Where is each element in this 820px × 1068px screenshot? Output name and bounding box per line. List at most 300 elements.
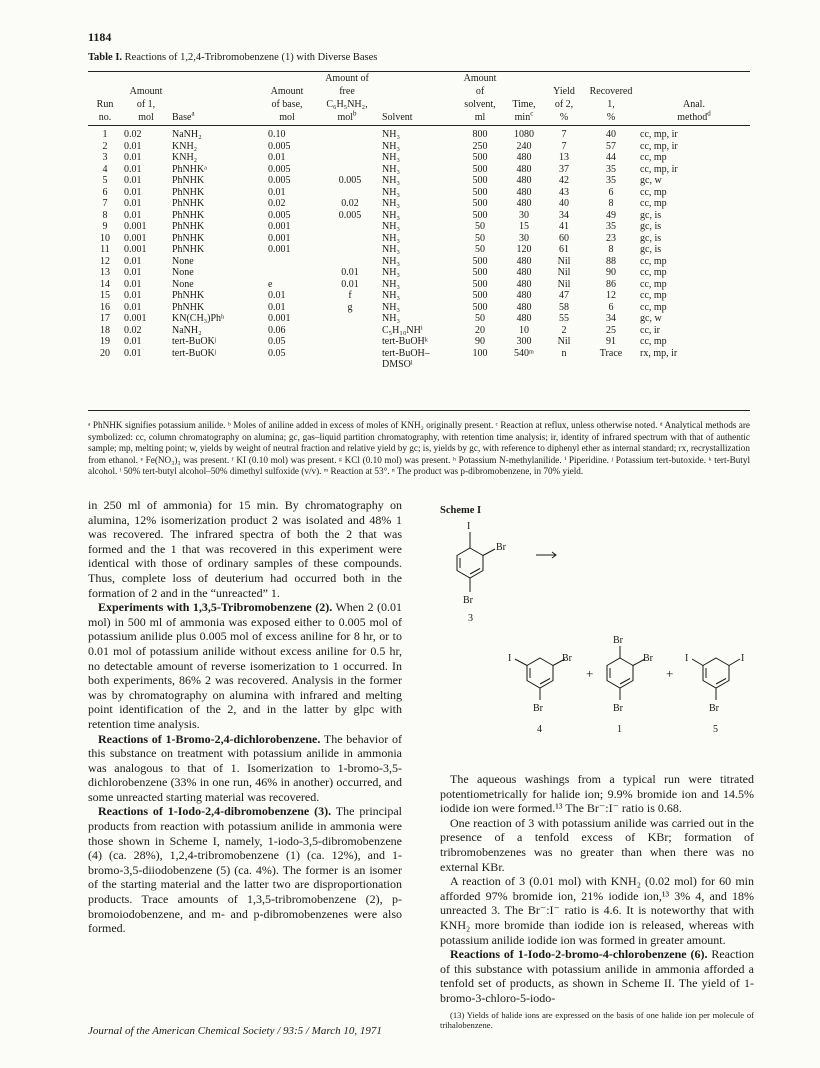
cell-base-amount: 0.005 bbox=[268, 209, 291, 221]
cell-aniline: 0.02 bbox=[341, 198, 359, 209]
cell-time: 480 bbox=[516, 290, 532, 301]
cell-recovered: 35 bbox=[606, 163, 616, 175]
cell-yield: Nil bbox=[557, 267, 571, 278]
cell-method: cc, mp bbox=[640, 336, 667, 347]
table-row bbox=[88, 164, 750, 176]
cell-method: cc, mp bbox=[640, 186, 667, 198]
cell-amount-1 bbox=[122, 359, 170, 371]
section-heading: Experiments with 1,3,5-Tribromobenzene (2). bbox=[98, 600, 333, 615]
left-paragraph-2 bbox=[88, 600, 402, 731]
cell-time bbox=[504, 359, 544, 371]
cell-base-amount: e bbox=[268, 278, 273, 290]
cell-run: 4 bbox=[102, 163, 108, 175]
cell-base-amount: 0.001 bbox=[268, 244, 291, 255]
cell-aniline bbox=[314, 325, 380, 337]
cell-base-amount: 0.06 bbox=[268, 324, 286, 336]
atom-label-Br: Br bbox=[533, 703, 543, 714]
cell-aniline bbox=[314, 187, 380, 199]
cell-time: 120 bbox=[516, 244, 532, 255]
left-paragraph-4 bbox=[88, 804, 402, 935]
cell-recovered: 6 bbox=[608, 186, 614, 198]
th-run-r4: no. bbox=[88, 111, 122, 126]
paragraph-text: The principal products from reaction with potassium anilide in ammonia were those shown in Scheme I, namely, 1-iodo-3,5-dibromobenzene (4) (ca. 28%), 1,2,4-tribromobenzene (1) (ca. 12%), and 1-bromo-3,5-diiodobenzene (5) (ca. 4%). The former is an isomer of the starting material and the latter two are disproportionation products. Trace amounts of 1,3,5-tribromobenzene (2), p-bromoiodobenzene, and m- and p-dibromobenzenes were also formed. bbox=[88, 804, 402, 936]
cell-run: 7 bbox=[102, 198, 108, 209]
cell-solvent-amount: 500 bbox=[472, 163, 488, 175]
table-row bbox=[88, 198, 750, 210]
cell-solvent-amount: 500 bbox=[472, 175, 488, 186]
cell-base-amount: 0.005 bbox=[268, 175, 291, 186]
cell-method: gc, w bbox=[640, 313, 662, 324]
cell-recovered: 90 bbox=[606, 267, 616, 278]
cell-solvent: NH₃ bbox=[382, 278, 400, 290]
cell-solvent: NH₃ bbox=[382, 232, 400, 244]
compound-5-structure bbox=[692, 658, 740, 700]
th-yield-r4: % bbox=[544, 111, 584, 126]
right-column bbox=[440, 772, 754, 1030]
table-row bbox=[88, 256, 750, 268]
th-time-note: c bbox=[530, 109, 534, 118]
cell-recovered: 12 bbox=[606, 290, 616, 301]
cell-method: cc, mp bbox=[640, 278, 667, 290]
cell-aniline bbox=[314, 141, 380, 153]
cell-yield: 2 bbox=[561, 324, 567, 336]
th-yield-r2: Yield bbox=[553, 86, 575, 97]
cell-amount-1: 0.01 bbox=[124, 336, 142, 347]
cell-amount-1: 0.02 bbox=[124, 129, 142, 140]
cell-method: cc, mp, ir bbox=[640, 163, 678, 175]
table-row bbox=[88, 325, 750, 337]
th-anal-note: d bbox=[707, 109, 711, 118]
table-row bbox=[88, 290, 750, 302]
table-row bbox=[88, 348, 750, 360]
cell-yield: 55 bbox=[559, 313, 569, 324]
cell-amount-1: 0.01 bbox=[124, 278, 142, 290]
cell-recovered: Trace bbox=[599, 347, 623, 359]
cell-solvent-amount: 50 bbox=[475, 313, 485, 324]
cell-recovered: 91 bbox=[606, 336, 616, 347]
atom-label-I: I bbox=[741, 653, 745, 664]
table-row bbox=[88, 221, 750, 233]
cell-solvent: NH₃ bbox=[382, 221, 400, 232]
cell-method: cc, mp, ir bbox=[640, 129, 678, 140]
cell-run: 5 bbox=[102, 175, 108, 186]
cell-base-amount: 0.001 bbox=[268, 313, 291, 324]
cell-recovered: 86 bbox=[606, 278, 616, 290]
atom-label-Br: Br bbox=[643, 653, 653, 664]
cell-aniline bbox=[314, 256, 380, 268]
cell-run: 14 bbox=[100, 278, 110, 290]
cell-amount-1: 0.01 bbox=[124, 255, 142, 267]
cell-base: PhNHK bbox=[172, 175, 205, 186]
cell-base: PhNHK bbox=[172, 209, 205, 221]
cell-recovered: 6 bbox=[608, 301, 614, 313]
cell-amount-1: 0.001 bbox=[124, 313, 147, 324]
cell-aniline bbox=[314, 336, 380, 348]
cell-run: 20 bbox=[100, 347, 110, 359]
cell-method: gc, is bbox=[640, 209, 662, 221]
footnote-13: (13) Yields of halide ions are expressed on the basis of one halide ion per molecule of trihalobenzene. bbox=[440, 1009, 754, 1030]
cell-time: 480 bbox=[516, 313, 532, 324]
table-row bbox=[88, 279, 750, 291]
cell-amount-1: 0.001 bbox=[124, 232, 147, 244]
cell-solvent-amount: 500 bbox=[472, 267, 488, 278]
compound-label-1: 1 bbox=[617, 724, 622, 735]
cell-amount-1: 0.01 bbox=[124, 209, 142, 221]
th-anal-r3: Anal. bbox=[683, 99, 705, 110]
cell-base: NaNH₂ bbox=[172, 324, 202, 336]
cell-solvent: NH₃ bbox=[382, 255, 400, 267]
th-amount1-r4: mol bbox=[122, 111, 170, 126]
th-solvent-r1: Amount bbox=[463, 73, 497, 84]
table-row bbox=[88, 313, 750, 325]
plus-sign: + bbox=[666, 666, 674, 681]
atom-label-Br: Br bbox=[463, 595, 473, 606]
cell-run: 19 bbox=[100, 336, 110, 347]
cell-aniline bbox=[314, 233, 380, 245]
cell-method: cc, mp bbox=[640, 198, 667, 209]
cell-yield: 60 bbox=[559, 232, 569, 244]
cell-solvent: NH₃ bbox=[382, 209, 400, 221]
paragraph-text: When 2 (0.01 mol) in 500 ml of ammonia was exposed either to 0.005 mol of potassium anilide plus 0.005 mol of excess aniline for 8 hr, or to 0.01 mol of potassium anilide without excess aniline for 0.5 hr, no detectable amount of reverse isomerization to 1 occurred. In both experiments, 86% 2 was recovered. Analysis in the former was by chromatography on alumina with infrared and melting point identification of the 2, and in the latter by glpc with retention time analysis. bbox=[88, 600, 402, 731]
compound-3-structure bbox=[457, 532, 495, 592]
cell-solvent-amount: 50 bbox=[475, 221, 485, 232]
cell-base-amount: 0.005 bbox=[268, 163, 291, 175]
table-footnotes: ᵃ PhNHK signifies potassium anilide. ᵇ Moles of aniline added in excess of moles of KNH₂ originally present. ᶜ Reaction at reflux, unless otherwise noted. ᵈ Analytical methods are symbolized: cc, column chromatography on alumina; gc, gas–liquid partition chromatography, with retention time analysis; ir, identity of infrared spectrum with that of authentic sample; mp, melting point; w, yields by weight of neutral fraction and relative yield by gc; is, yields by gc, with reference to diphenyl ether as internal standard; rx, recrystallization from ethanol. ᵉ Fe(NO₃)₃ was present. ᶠ KI (0.10 mol) was present. ᵍ KCl (0.10 mol) was present. ʰ Potassium N-methylanilide. ⁱ Piperidine. ʲ Potassium tert-butoxide. ᵏ tert-Butyl alcohol. ˡ 50% tert-butyl alcohol–50% dimethyl sulfoxide (v/v). ᵐ Reaction at 53°. ⁿ The product was p-dibromobenzene, in 70% yield. bbox=[88, 420, 750, 476]
th-recovered-r3: 1, bbox=[607, 99, 615, 110]
cell-recovered: 35 bbox=[606, 221, 616, 232]
cell-yield: 58 bbox=[559, 301, 569, 313]
cell-amount-1: 0.01 bbox=[124, 152, 142, 163]
cell-yield: n bbox=[561, 347, 567, 359]
cell-run: 15 bbox=[100, 290, 110, 301]
atom-label-I: I bbox=[467, 521, 471, 532]
cell-solvent: NH₃ bbox=[382, 163, 400, 175]
cell-time: 480 bbox=[516, 301, 532, 313]
cell-time: 480 bbox=[516, 278, 532, 290]
cell-method: cc, mp, ir bbox=[640, 140, 678, 152]
cell-run: 13 bbox=[100, 267, 110, 278]
cell-base-amount: 0.02 bbox=[268, 198, 286, 209]
cell-method: cc, mp bbox=[640, 152, 667, 163]
th-aniline-r4 bbox=[314, 111, 380, 126]
cell-time: 300 bbox=[516, 336, 532, 347]
cell-base: PhNHK bbox=[172, 244, 205, 255]
cell-method: gc, is bbox=[640, 232, 662, 244]
cell-solvent: NH₃ bbox=[382, 129, 400, 140]
cell-yield: Nil bbox=[557, 255, 571, 267]
cell-time: 240 bbox=[516, 140, 532, 152]
cell-amount-1: 0.01 bbox=[124, 163, 142, 175]
cell-yield: 43 bbox=[559, 186, 569, 198]
cell-method: gc, w bbox=[640, 175, 662, 186]
cell-recovered: 57 bbox=[606, 140, 616, 152]
cell-amount-1: 0.01 bbox=[124, 186, 142, 198]
paragraph-text: Reaction of this substance with potassium anilide in ammonia afforded a tenfold set of products, as shown in Scheme II. The yield of 1-bromo-3-chloro-5-iodo- bbox=[440, 947, 754, 1005]
cell-yield: 7 bbox=[561, 129, 567, 140]
cell-aniline bbox=[314, 221, 380, 233]
th-anal-text: method bbox=[677, 112, 708, 123]
th-amount1-r3: of 1, bbox=[136, 99, 156, 110]
cell-base: tert-BuOKʲ bbox=[172, 336, 217, 347]
cell-base: PhNHKᵃ bbox=[172, 163, 207, 175]
th-aniline-r3: C₆H₅NH₂, bbox=[326, 99, 368, 110]
section-heading: Reactions of 1-Iodo-2-bromo-4-chlorobenzene (6). bbox=[450, 947, 708, 962]
cell-amount-1: 0.02 bbox=[124, 324, 142, 336]
table-caption-text: Reactions of 1,2,4-Tribromobenzene (1) with Diverse Bases bbox=[124, 52, 378, 63]
table-row bbox=[88, 126, 750, 141]
table-row bbox=[88, 141, 750, 153]
cell-amount-1: 0.01 bbox=[124, 198, 142, 209]
th-recovered-r4: % bbox=[584, 111, 638, 126]
cell-solvent-amount: 20 bbox=[475, 324, 485, 336]
th-base-note: a bbox=[191, 109, 195, 118]
cell-base-amount: 0.01 bbox=[268, 290, 286, 301]
cell-method: cc, mp bbox=[640, 255, 667, 267]
cell-base-amount: 0.01 bbox=[268, 186, 286, 198]
table-row bbox=[88, 175, 750, 187]
th-solvent-r2: of bbox=[475, 86, 485, 97]
table-row bbox=[88, 302, 750, 314]
cell-recovered: 35 bbox=[606, 175, 616, 186]
th-solvent-r3: solvent, bbox=[464, 99, 496, 110]
cell-aniline bbox=[314, 126, 380, 141]
cell-recovered: 23 bbox=[606, 232, 616, 244]
section-heading: Reactions of 1-Bromo-2,4-dichlorobenzene. bbox=[98, 731, 321, 746]
cell-recovered: 8 bbox=[608, 198, 614, 209]
table-caption-label: Table I. bbox=[88, 52, 123, 63]
th-solvent-r4: ml bbox=[456, 111, 504, 126]
cell-method bbox=[638, 359, 750, 371]
th-aniline-note: b bbox=[353, 109, 357, 118]
cell-method: cc, mp bbox=[640, 290, 667, 301]
cell-base-amount: 0.01 bbox=[268, 152, 286, 163]
cell-time: 1080 bbox=[514, 129, 534, 140]
cell-recovered: 40 bbox=[606, 129, 616, 140]
th-aniline-r1: Amount of bbox=[325, 73, 369, 84]
th-solvent-name-r4: Solvent bbox=[380, 111, 456, 126]
cell-amount-1: 0.01 bbox=[124, 140, 142, 152]
th-base-amount-r3: of base, bbox=[271, 99, 303, 110]
cell-amount-1: 0.001 bbox=[124, 221, 147, 232]
cell-recovered bbox=[584, 359, 638, 371]
cell-yield: 61 bbox=[559, 244, 569, 255]
cell-base: tert-BuOKʲ bbox=[172, 347, 217, 359]
cell-solvent: NH₃ bbox=[382, 313, 400, 324]
th-base-amount-r4: mol bbox=[260, 111, 314, 126]
page-number: 1184 bbox=[88, 30, 112, 44]
cell-base-amount: 0.001 bbox=[268, 221, 291, 232]
atom-label-Br: Br bbox=[496, 542, 506, 553]
cell-time: 480 bbox=[516, 198, 532, 209]
section-heading: Reactions of 1-Iodo-2,4-dibromobenzene (3). bbox=[98, 804, 332, 819]
cell-solvent-amount bbox=[456, 359, 504, 371]
cell-base: None bbox=[172, 255, 194, 267]
cell-solvent: C₅H₁₀NHⁱ bbox=[382, 324, 423, 336]
arrow-icon bbox=[536, 552, 556, 558]
table-bottom-rule bbox=[88, 410, 750, 411]
cell-time: 10 bbox=[519, 324, 529, 336]
paragraph-text: The behavior of this substance on treatment with potassium anilide in ammonia was analogous to that of 1. Isomerization to 1-bromo-3,5-dichlorobenzene (33% in one run, 46% in another) occurred, and some unreacted starting material was recovered. bbox=[88, 731, 402, 804]
scheme-i-diagram bbox=[440, 518, 754, 768]
cell-run: 10 bbox=[100, 232, 110, 244]
cell-solvent: NH₃ bbox=[382, 301, 400, 313]
table-row bbox=[88, 244, 750, 256]
cell-solvent-amount: 250 bbox=[472, 140, 488, 152]
cell-base-amount: 0.01 bbox=[268, 301, 286, 313]
cell-base: PhNHK bbox=[172, 186, 205, 198]
cell-solvent: NH₃ bbox=[382, 140, 400, 152]
atom-label-Br: Br bbox=[613, 635, 623, 646]
cell-amount-1: 0.01 bbox=[124, 347, 142, 359]
cell-run: 17 bbox=[100, 313, 110, 324]
cell-base-amount bbox=[260, 256, 314, 268]
table-row bbox=[88, 336, 750, 348]
cell-base: PhNHK bbox=[172, 198, 205, 209]
cell-time: 480 bbox=[516, 163, 532, 175]
th-time-r4 bbox=[504, 111, 544, 126]
cell-time: 15 bbox=[519, 221, 529, 232]
cell-recovered: 34 bbox=[606, 313, 616, 324]
cell-run: 16 bbox=[100, 301, 110, 313]
cell-aniline bbox=[314, 359, 380, 371]
left-paragraph-1: in 250 ml of ammonia) for 15 min. By chromatography on alumina, 12% isomerization product 2 was isolated and 48% 1 was recovered. The infrared spectra of both the 2 that was formed and the 1 that was recovered in this experiment were identical with those of ordinary samples of these compounds. Thus, complete loss of deuterium had occurred both in the formation of 2 and in the “unreacted” 1. bbox=[88, 498, 402, 600]
cell-yield: 7 bbox=[561, 140, 567, 152]
cell-aniline: 0.005 bbox=[338, 209, 362, 221]
th-recovered-r2: Recovered bbox=[589, 86, 633, 97]
cell-solvent-amount: 500 bbox=[472, 209, 488, 221]
cell-base bbox=[170, 359, 260, 371]
cell-method: gc, is bbox=[640, 244, 662, 255]
cell-base: PhNHK bbox=[172, 290, 205, 301]
cell-aniline: 0.01 bbox=[341, 267, 359, 278]
cell-aniline bbox=[314, 348, 380, 360]
cell-base: KNH₂ bbox=[172, 140, 198, 152]
compound-label-4: 4 bbox=[537, 724, 542, 735]
cell-aniline bbox=[314, 152, 380, 164]
cell-run: 12 bbox=[100, 255, 110, 267]
table-row bbox=[88, 210, 750, 222]
cell-method: rx, mp, ir bbox=[640, 347, 678, 359]
cell-run: 3 bbox=[102, 152, 108, 163]
cell-method: cc, ir bbox=[640, 324, 660, 336]
cell-aniline: 0.01 bbox=[341, 278, 359, 290]
right-paragraph-1: The aqueous washings from a typical run were titrated potentiometrically for halide ion; 9.9% bromide ion and 14.5% iodide ion were formed.¹³ The Br⁻:I⁻ ratio is 0.68. bbox=[440, 772, 754, 816]
table-row bbox=[88, 152, 750, 164]
cell-run: 9 bbox=[102, 221, 108, 232]
cell-run: 11 bbox=[100, 244, 110, 255]
cell-time: 480 bbox=[516, 255, 532, 267]
cell-solvent: NH₃ bbox=[382, 175, 400, 186]
cell-time: 480 bbox=[516, 152, 532, 163]
cell-solvent-amount: 500 bbox=[472, 152, 488, 163]
cell-base: PhNHK bbox=[172, 232, 205, 244]
cell-solvent-amount: 50 bbox=[475, 244, 485, 255]
cell-aniline bbox=[314, 164, 380, 176]
cell-solvent: NH₃ bbox=[382, 152, 400, 163]
cell-solvent: NH₃ bbox=[382, 290, 400, 301]
cell-base: NaNH₂ bbox=[172, 129, 202, 140]
th-time-r3: Time, bbox=[512, 99, 536, 110]
cell-solvent: NH₃ bbox=[382, 244, 400, 255]
th-time-text: min bbox=[514, 112, 531, 123]
cell-method: cc, mp bbox=[640, 301, 667, 313]
cell-recovered: 44 bbox=[606, 152, 616, 163]
cell-base-amount: 0.005 bbox=[268, 140, 291, 152]
right-paragraph-4 bbox=[440, 947, 754, 1005]
cell-amount-1: 0.01 bbox=[124, 175, 142, 186]
cell-yield: 40 bbox=[559, 198, 569, 209]
right-paragraph-3: A reaction of 3 (0.01 mol) with KNH₂ (0.02 mol) for 60 min afforded 97% bromide ion, 21% iodide ion,¹³ 3% 4, and 18% unreacted 3. The Br⁻:I⁻ ratio is 4.6. It is noteworthy that with KNH₂ more bromide than iodide ion is released, whereas with potassium anilide iodide ion was formed in greater amount. bbox=[440, 874, 754, 947]
journal-footer: Journal of the American Chemical Society / 93:5 / March 10, 1971 bbox=[88, 1025, 382, 1037]
cell-aniline: g bbox=[347, 301, 353, 313]
th-anal-r4 bbox=[638, 111, 750, 126]
compound-label-3: 3 bbox=[468, 613, 473, 624]
cell-solvent: tert-BuOH– bbox=[382, 347, 430, 359]
cell-method: cc, mp bbox=[640, 267, 667, 278]
cell-solvent: DMSOˡ bbox=[382, 359, 413, 370]
cell-recovered: 88 bbox=[606, 255, 616, 267]
cell-solvent-amount: 800 bbox=[472, 129, 488, 140]
cell-solvent-amount: 500 bbox=[472, 290, 488, 301]
table-row bbox=[88, 187, 750, 199]
compound-4-structure bbox=[515, 658, 565, 700]
th-run-r3: Run bbox=[96, 99, 114, 110]
cell-time: 30 bbox=[519, 232, 529, 244]
cell-run: 6 bbox=[102, 186, 108, 198]
left-column bbox=[88, 498, 402, 936]
cell-yield: 47 bbox=[559, 290, 569, 301]
cell-recovered: 8 bbox=[608, 244, 614, 255]
cell-yield: 42 bbox=[559, 175, 569, 186]
cell-run: 8 bbox=[102, 209, 108, 221]
cell-base-amount: 0.10 bbox=[268, 129, 286, 140]
cell-amount-1: 0.01 bbox=[124, 301, 142, 313]
th-yield-r3: of 2, bbox=[554, 99, 574, 110]
cell-yield: 37 bbox=[559, 163, 569, 175]
cell-yield: 34 bbox=[559, 209, 569, 221]
th-base-r4 bbox=[170, 111, 260, 126]
cell-solvent-amount: 50 bbox=[475, 232, 485, 244]
atom-label-I: I bbox=[685, 653, 689, 664]
cell-solvent-amount: 500 bbox=[472, 186, 488, 198]
right-paragraph-2: One reaction of 3 with potassium anilide was carried out in the presence of a tenfold excess of KBr; formation of tribromobenzenes was no greater than when there was no external KBr. bbox=[440, 815, 754, 874]
cell-recovered: 49 bbox=[606, 209, 616, 221]
atom-label-Br: Br bbox=[562, 653, 572, 664]
cell-yield: 41 bbox=[559, 221, 569, 232]
left-paragraph-3 bbox=[88, 732, 402, 805]
cell-base-amount: 0.05 bbox=[268, 336, 286, 347]
cell-yield: 13 bbox=[559, 152, 569, 163]
cell-solvent-amount: 90 bbox=[475, 336, 485, 347]
cell-time: 480 bbox=[516, 175, 532, 186]
th-aniline-r2: free bbox=[339, 86, 355, 97]
cell-solvent-amount: 500 bbox=[472, 198, 488, 209]
compound-label-5: 5 bbox=[713, 724, 718, 735]
cell-solvent: NH₃ bbox=[382, 198, 400, 209]
th-aniline-text: mol bbox=[337, 112, 354, 123]
table-row bbox=[88, 359, 750, 371]
atom-label-I: I bbox=[508, 653, 512, 664]
reactions-table bbox=[88, 72, 750, 371]
compound-1-structure bbox=[607, 646, 645, 700]
cell-yield bbox=[544, 359, 584, 371]
table-row bbox=[88, 267, 750, 279]
cell-method: gc, is bbox=[640, 221, 662, 232]
th-base-amount-r2: Amount bbox=[270, 86, 304, 97]
cell-run: 1 bbox=[102, 129, 108, 140]
cell-solvent-amount: 500 bbox=[472, 301, 488, 313]
cell-base-amount: 0.001 bbox=[268, 232, 291, 244]
